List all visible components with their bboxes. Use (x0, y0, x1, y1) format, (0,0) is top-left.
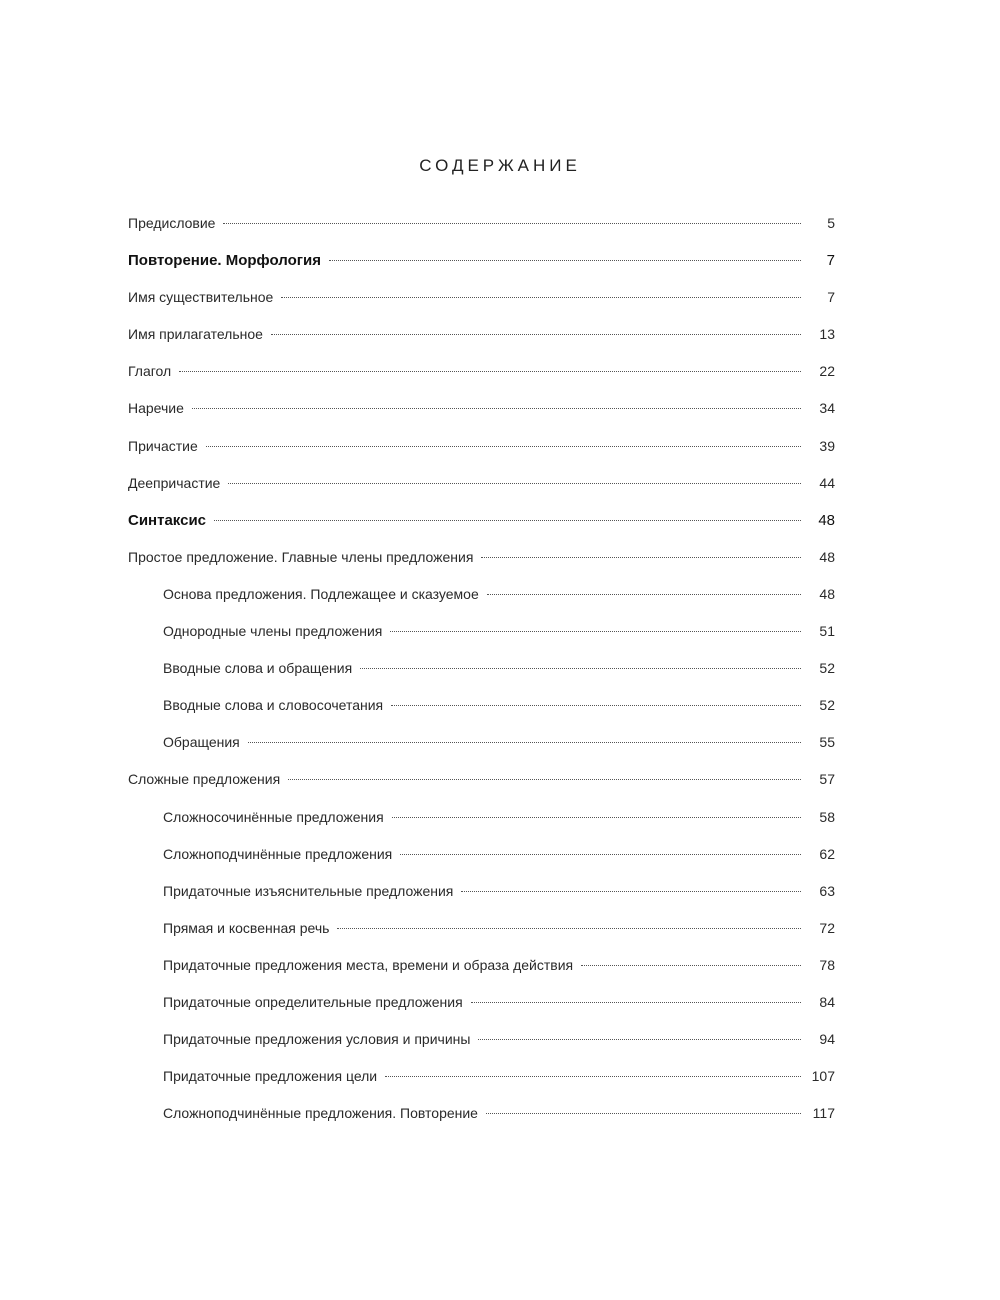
toc-page-number: 62 (819, 845, 835, 862)
toc-entry (128, 316, 835, 353)
toc-entry-label: Имя существительное (128, 289, 274, 306)
toc-dot-leader (392, 817, 801, 818)
toc-dot-leader (206, 446, 801, 447)
toc-page-number: 34 (819, 400, 835, 417)
toc-page-number: 94 (819, 1031, 835, 1048)
toc-entry (128, 353, 835, 390)
toc-dot-leader (390, 631, 801, 632)
toc-entry-label: Глагол (128, 363, 172, 380)
toc-page-number: 51 (819, 623, 835, 640)
toc-dot-leader (471, 1002, 801, 1003)
toc-entry-label: Вводные слова и обращения (163, 660, 353, 677)
toc-entry-label: Синтаксис (128, 511, 207, 529)
toc-entry-label: Сложноподчинённые предложения (163, 845, 393, 862)
toc-subentry (128, 1095, 835, 1132)
toc-entry-label: Имя прилагательное (128, 326, 263, 343)
toc-entry (128, 761, 835, 798)
toc-dot-leader (487, 594, 801, 595)
toc-entry (128, 390, 835, 427)
toc-entry-label: Предисловие (128, 215, 216, 231)
toc-title: СОДЕРЖАНИЕ (419, 156, 581, 175)
toc-entry-label: Вводные слова и словосочетания (163, 697, 384, 714)
toc-dot-leader (271, 334, 801, 335)
toc-entry-label: Основа предложения. Подлежащее и сказуемое (163, 585, 479, 602)
toc-page-number: 39 (819, 437, 835, 454)
toc-dot-leader (214, 520, 801, 521)
toc-entry-label: Придаточные определительные предложения (163, 993, 463, 1010)
toc-page-number: 13 (819, 326, 835, 343)
toc-dot-leader (391, 705, 801, 706)
toc-dot-leader (478, 1039, 801, 1040)
toc-subentry (128, 836, 835, 873)
toc-page-number: 57 (819, 771, 835, 788)
toc-page-number: 72 (819, 919, 835, 936)
toc-subentry (128, 947, 835, 984)
toc-entry-label: Сложноподчинённые предложения. Повторение (163, 1105, 478, 1122)
toc-page-number: 5 (827, 215, 835, 231)
toc-dot-leader (400, 854, 801, 855)
toc-page-number: 48 (819, 548, 835, 565)
toc-entry-label: Придаточные изъяснительные предложения (163, 882, 454, 899)
toc-dot-leader (481, 557, 801, 558)
toc-subentry (128, 1021, 835, 1058)
toc-subentry (128, 873, 835, 910)
toc-subentry (128, 799, 835, 836)
toc-page-number: 107 (811, 1068, 835, 1085)
toc-page-number: 22 (819, 363, 835, 380)
toc-subentry (128, 650, 835, 687)
toc-dot-leader (581, 965, 801, 966)
toc-page-number: 117 (812, 1105, 835, 1122)
toc-entry-label: Придаточные предложения места, времени и образа действия (163, 956, 574, 973)
toc-page-number: 7 (826, 252, 835, 270)
toc-entry-label: Придаточные предложения условия и причины (163, 1031, 471, 1048)
toc-page-number: 44 (819, 474, 835, 491)
toc-dot-leader (329, 260, 801, 261)
toc-dot-leader (228, 483, 801, 484)
toc-entry (128, 465, 835, 502)
toc-page-number: 58 (819, 808, 835, 825)
toc-page-number: 7 (827, 289, 835, 306)
toc-entry-label: Причастие (128, 437, 198, 454)
toc-page-number: 63 (819, 882, 835, 899)
toc-dot-leader (461, 891, 801, 892)
toc-entry (128, 539, 835, 576)
toc-entry-label: Повторение. Морфология (128, 252, 321, 270)
toc-subentry (128, 724, 835, 761)
toc-entry-label: Деепричастие (128, 474, 221, 491)
toc-entry-label: Наречие (128, 400, 184, 417)
toc-subentry (128, 613, 835, 650)
toc-dot-leader (385, 1076, 801, 1077)
toc-list (128, 205, 835, 1132)
toc-dot-leader (360, 668, 801, 669)
toc-entry-label: Придаточные предложения цели (163, 1068, 378, 1085)
toc-section-heading (128, 242, 835, 279)
toc-dot-leader (281, 297, 801, 298)
toc-page-number: 52 (819, 697, 835, 714)
toc-entry (128, 279, 835, 316)
toc-entry-label: Сложные предложения (128, 771, 281, 788)
toc-page-number: 48 (818, 511, 835, 529)
toc-page-number: 52 (819, 660, 835, 677)
toc-page-number: 48 (819, 585, 835, 602)
toc-dot-leader (486, 1113, 801, 1114)
toc-entry (128, 205, 835, 242)
toc-page-number: 84 (819, 993, 835, 1010)
toc-entry-label: Прямая и косвенная речь (163, 919, 330, 936)
toc-subentry (128, 687, 835, 724)
toc-dot-leader (179, 371, 801, 372)
toc-entry-label: Сложносочинённые предложения (163, 808, 384, 825)
toc-entry-label: Обращения (163, 734, 240, 751)
toc-dot-leader (192, 408, 801, 409)
toc-entry-label: Однородные члены предложения (163, 623, 383, 640)
toc-dot-leader (337, 928, 801, 929)
toc-page-number: 55 (819, 734, 835, 751)
toc-dot-leader (248, 742, 801, 743)
toc-subentry (128, 984, 835, 1021)
toc-subentry (128, 576, 835, 613)
toc-subentry (128, 910, 835, 947)
toc-page-number: 78 (819, 956, 835, 973)
toc-subentry (128, 1058, 835, 1095)
toc-entry-label: Простое предложение. Главные члены предложения (128, 548, 474, 565)
toc-section-heading (128, 502, 835, 539)
toc-dot-leader (288, 779, 801, 780)
toc-entry (128, 428, 835, 465)
toc-dot-leader (223, 223, 801, 224)
